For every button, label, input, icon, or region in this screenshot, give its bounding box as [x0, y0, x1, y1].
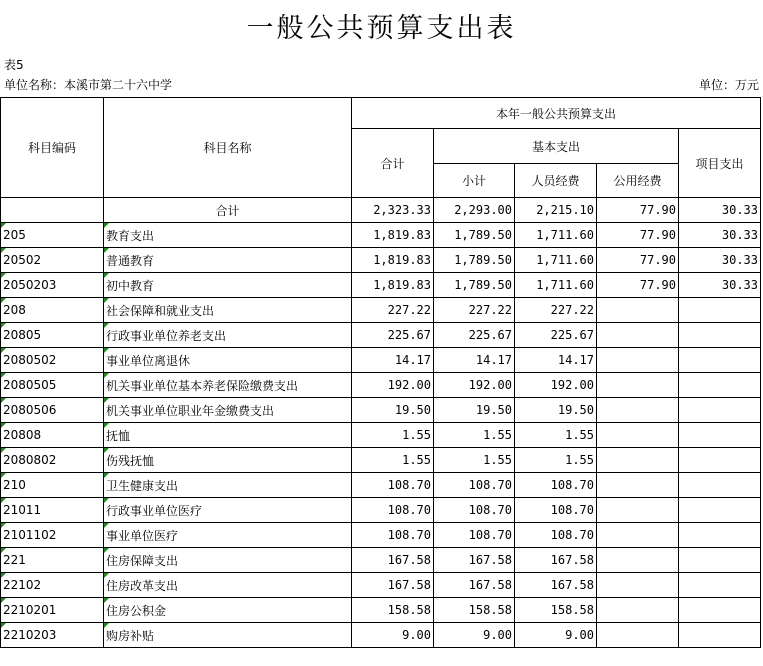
row-project [679, 498, 761, 523]
row-subtotal: 1.55 [434, 423, 515, 448]
row-total: 1,819.83 [352, 223, 434, 248]
row-project [679, 398, 761, 423]
row-name: 合计 [104, 198, 352, 223]
row-personnel: 1.55 [515, 448, 597, 473]
row-personnel: 108.70 [515, 473, 597, 498]
row-total: 225.67 [352, 323, 434, 348]
row-code: 20502 [1, 248, 104, 273]
row-name: 事业单位离退休 [104, 348, 352, 373]
row-project [679, 373, 761, 398]
row-project [679, 423, 761, 448]
row-total: 167.58 [352, 573, 434, 598]
header-group: 本年一般公共预算支出 [352, 98, 761, 129]
row-name: 行政事业单位医疗 [104, 498, 352, 523]
header-subtotal: 小计 [434, 164, 515, 198]
row-subtotal: 167.58 [434, 548, 515, 573]
row-project: 30.33 [679, 223, 761, 248]
row-total: 1,819.83 [352, 273, 434, 298]
row-project [679, 598, 761, 623]
row-name: 机关事业单位基本养老保险缴费支出 [104, 373, 352, 398]
row-personnel: 167.58 [515, 573, 597, 598]
header-personnel: 人员经费 [515, 164, 597, 198]
row-code: 221 [1, 548, 104, 573]
row-name: 事业单位医疗 [104, 523, 352, 548]
header-name: 科目名称 [104, 98, 352, 198]
header-code: 科目编码 [1, 98, 104, 198]
row-total: 108.70 [352, 498, 434, 523]
row-code: 208 [1, 298, 104, 323]
row-code: 2210203 [1, 623, 104, 648]
table-row [1, 523, 761, 548]
report-title: 一般公共预算支出表 [246, 13, 517, 44]
table-row [1, 448, 761, 473]
row-name: 卫生健康支出 [104, 473, 352, 498]
row-personnel: 108.70 [515, 523, 597, 548]
row-public [597, 373, 679, 398]
unit-label: 单位：万元 [698, 78, 759, 92]
table-row [1, 423, 761, 448]
row-name: 住房公积金 [104, 598, 352, 623]
row-code: 22102 [1, 573, 104, 598]
row-subtotal: 108.70 [434, 473, 515, 498]
row-project: 30.33 [679, 248, 761, 273]
row-total: 158.58 [352, 598, 434, 623]
row-total: 227.22 [352, 298, 434, 323]
row-total: 19.50 [352, 398, 434, 423]
row-code: 21011 [1, 498, 104, 523]
row-name: 机关事业单位职业年金缴费支出 [104, 398, 352, 423]
row-name: 行政事业单位养老支出 [104, 323, 352, 348]
table-number: 表5 [4, 58, 24, 72]
header-project: 项目支出 [679, 129, 761, 198]
row-public [597, 348, 679, 373]
row-project [679, 473, 761, 498]
row-subtotal: 108.70 [434, 498, 515, 523]
row-public [597, 498, 679, 523]
row-public [597, 423, 679, 448]
row-total: 108.70 [352, 473, 434, 498]
table-row [1, 323, 761, 348]
row-personnel: 108.70 [515, 498, 597, 523]
row-project: 30.33 [679, 273, 761, 298]
row-personnel: 14.17 [515, 348, 597, 373]
row-name: 购房补贴 [104, 623, 352, 648]
row-subtotal: 2,293.00 [434, 198, 515, 223]
row-public [597, 323, 679, 348]
row-project [679, 523, 761, 548]
row-public [597, 623, 679, 648]
row-public: 77.90 [597, 223, 679, 248]
table-row [1, 548, 761, 573]
row-code: 2050203 [1, 273, 104, 298]
row-personnel: 1.55 [515, 423, 597, 448]
row-total: 192.00 [352, 373, 434, 398]
row-project [679, 348, 761, 373]
row-personnel: 9.00 [515, 623, 597, 648]
row-subtotal: 167.58 [434, 573, 515, 598]
row-public [597, 398, 679, 423]
row-public: 77.90 [597, 273, 679, 298]
row-code: 20805 [1, 323, 104, 348]
row-public [597, 598, 679, 623]
row-subtotal: 9.00 [434, 623, 515, 648]
row-subtotal: 227.22 [434, 298, 515, 323]
row-subtotal: 225.67 [434, 323, 515, 348]
row-total: 9.00 [352, 623, 434, 648]
table-row [1, 298, 761, 323]
row-subtotal: 1,789.50 [434, 248, 515, 273]
row-public [597, 548, 679, 573]
budget-table [0, 97, 761, 648]
row-total: 14.17 [352, 348, 434, 373]
row-name: 抚恤 [104, 423, 352, 448]
table-row [1, 598, 761, 623]
row-code: 2080506 [1, 398, 104, 423]
row-project [679, 623, 761, 648]
table-row [1, 473, 761, 498]
row-public [597, 473, 679, 498]
row-project [679, 298, 761, 323]
row-personnel: 1,711.60 [515, 223, 597, 248]
row-subtotal: 192.00 [434, 373, 515, 398]
row-public [597, 448, 679, 473]
row-public [597, 523, 679, 548]
row-name: 普通教育 [104, 248, 352, 273]
row-personnel: 19.50 [515, 398, 597, 423]
row-project [679, 323, 761, 348]
row-personnel: 227.22 [515, 298, 597, 323]
unit-name: 单位名称：本溪市第二十六中学 [4, 78, 173, 92]
row-code: 2101102 [1, 523, 104, 548]
row-code: 2210201 [1, 598, 104, 623]
row-total: 2,323.33 [352, 198, 434, 223]
row-name: 住房保障支出 [104, 548, 352, 573]
table-row [1, 348, 761, 373]
row-public: 77.90 [597, 248, 679, 273]
row-public [597, 573, 679, 598]
table-row [1, 573, 761, 598]
row-personnel: 2,215.10 [515, 198, 597, 223]
table-row [1, 498, 761, 523]
table-row [1, 398, 761, 423]
row-project [679, 448, 761, 473]
row-personnel: 192.00 [515, 373, 597, 398]
header-basic: 基本支出 [434, 129, 679, 164]
table-row [1, 223, 761, 248]
row-personnel: 1,711.60 [515, 273, 597, 298]
row-subtotal: 19.50 [434, 398, 515, 423]
row-total: 1,819.83 [352, 248, 434, 273]
row-code: 20808 [1, 423, 104, 448]
table-row [1, 273, 761, 298]
row-code: 2080502 [1, 348, 104, 373]
row-subtotal: 108.70 [434, 523, 515, 548]
row-project [679, 548, 761, 573]
row-public [597, 298, 679, 323]
table-row [1, 198, 761, 223]
table-row [1, 623, 761, 648]
row-subtotal: 1,789.50 [434, 273, 515, 298]
row-personnel: 158.58 [515, 598, 597, 623]
header-total: 合计 [352, 129, 434, 198]
row-name: 社会保障和就业支出 [104, 298, 352, 323]
row-subtotal: 1.55 [434, 448, 515, 473]
row-personnel: 1,711.60 [515, 248, 597, 273]
row-name: 住房改革支出 [104, 573, 352, 598]
row-code: 2080802 [1, 448, 104, 473]
row-total: 167.58 [352, 548, 434, 573]
row-total: 1.55 [352, 423, 434, 448]
row-code: 2080505 [1, 373, 104, 398]
table-row [1, 373, 761, 398]
row-project [679, 573, 761, 598]
row-public: 77.90 [597, 198, 679, 223]
row-subtotal: 1,789.50 [434, 223, 515, 248]
row-total: 1.55 [352, 448, 434, 473]
row-code [1, 198, 104, 223]
row-project: 30.33 [679, 198, 761, 223]
header-public: 公用经费 [597, 164, 679, 198]
row-name: 初中教育 [104, 273, 352, 298]
row-personnel: 167.58 [515, 548, 597, 573]
row-subtotal: 14.17 [434, 348, 515, 373]
table-row [1, 248, 761, 273]
row-personnel: 225.67 [515, 323, 597, 348]
row-name: 教育支出 [104, 223, 352, 248]
row-name: 伤残抚恤 [104, 448, 352, 473]
row-total: 108.70 [352, 523, 434, 548]
row-subtotal: 158.58 [434, 598, 515, 623]
row-code: 205 [1, 223, 104, 248]
row-code: 210 [1, 473, 104, 498]
